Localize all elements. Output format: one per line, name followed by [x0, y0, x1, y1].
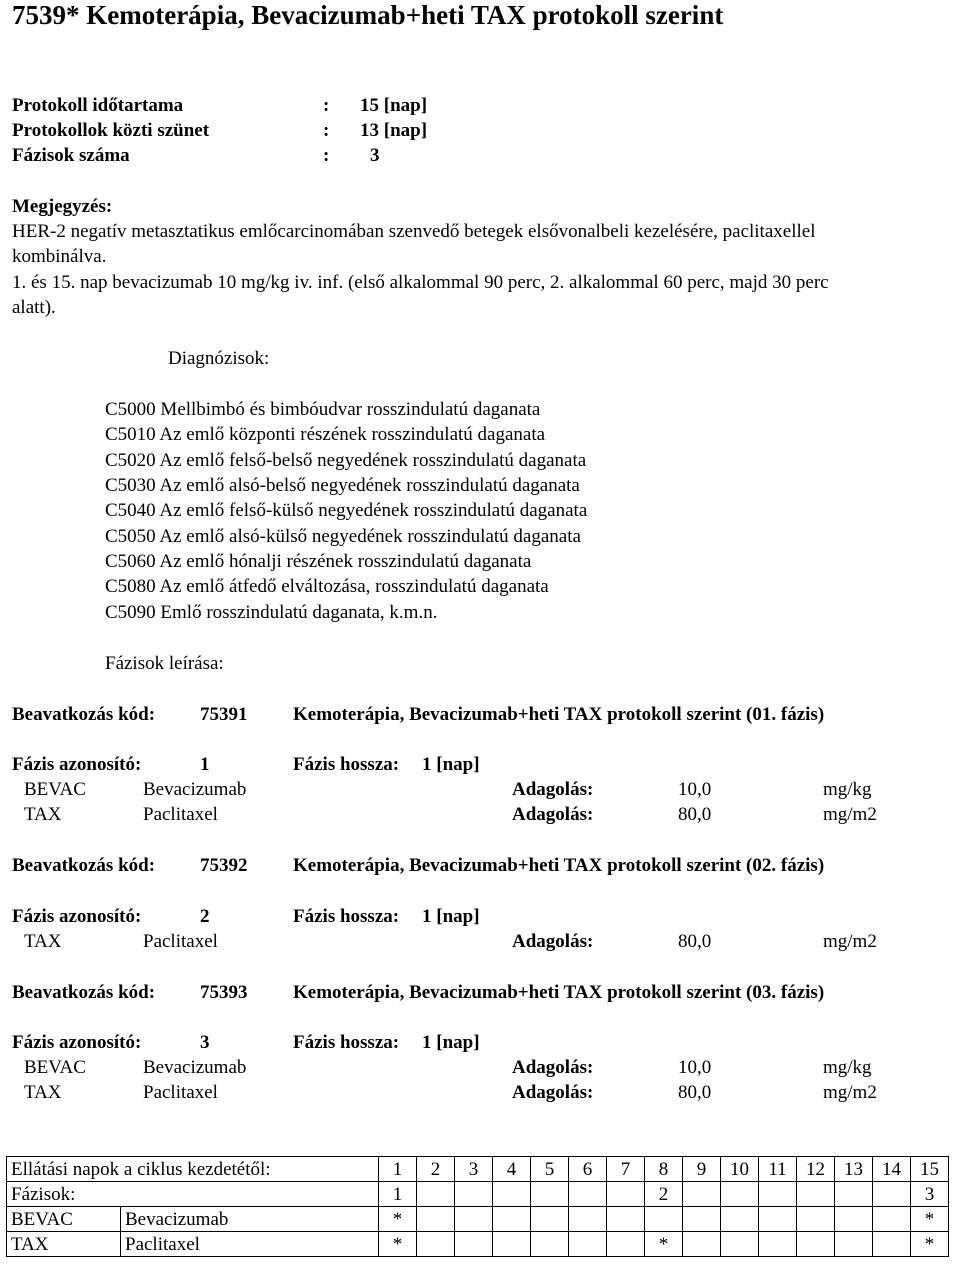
- day-cell: 6: [569, 1157, 607, 1182]
- phase-length-label: Fázis hossza:: [293, 1032, 400, 1053]
- mark-cell: [417, 1232, 455, 1257]
- phase-length: 1 [nap]: [422, 1032, 480, 1053]
- day-cell: 3: [455, 1157, 493, 1182]
- summary-colon: :: [323, 145, 330, 166]
- phases-heading: Fázisok leírása:: [105, 653, 224, 674]
- phase-mark-cell: 1: [379, 1182, 417, 1207]
- table-row: [7, 1207, 949, 1232]
- drug-abbr: TAX: [24, 931, 62, 952]
- summary-value: 15 [nap]: [360, 95, 428, 116]
- day-cell: 8: [645, 1157, 683, 1182]
- drug-dose: 80,0: [678, 804, 712, 825]
- mark-cell: [417, 1207, 455, 1232]
- code-label: Beavatkozás kód:: [12, 982, 156, 1003]
- mark-cell: [835, 1232, 873, 1257]
- table-row: [7, 1232, 949, 1257]
- phase-mark-cell: [721, 1182, 759, 1207]
- phase-code: 75391: [200, 704, 248, 725]
- mark-cell: [759, 1232, 797, 1257]
- cycle-schedule-table: [6, 1156, 949, 1257]
- diagnosis-item: C5020 Az emlő felső-belső negyedének rosszindulatú daganata: [105, 450, 587, 471]
- drug-unit: mg/m2: [823, 931, 877, 952]
- mark-cell: [569, 1232, 607, 1257]
- mark-cell: [531, 1207, 569, 1232]
- phase-mark-cell: [835, 1182, 873, 1207]
- mark-cell: [493, 1207, 531, 1232]
- document-title: 7539* Kemoterápia, Bevacizumab+heti TAX protokoll szerint: [12, 0, 724, 30]
- phase-code: 75392: [200, 855, 248, 876]
- drug-abbr: BEVAC: [24, 779, 86, 800]
- day-cell: 7: [607, 1157, 645, 1182]
- phase-length: 1 [nap]: [422, 906, 480, 927]
- phase-mark-cell: [417, 1182, 455, 1207]
- mark-cell: [569, 1207, 607, 1232]
- summary-label: Fázisok száma: [12, 145, 130, 166]
- mark-cell: [797, 1232, 835, 1257]
- mark-cell: [759, 1207, 797, 1232]
- dosing-label: Adagolás:: [512, 1082, 594, 1103]
- phases-label: Fázisok:: [7, 1182, 379, 1207]
- mark-cell: [645, 1207, 683, 1232]
- mark-cell: [683, 1207, 721, 1232]
- note-line: kombinálva.: [12, 246, 107, 267]
- phase-name: Kemoterápia, Bevacizumab+heti TAX protokoll szerint (02. fázis): [293, 855, 825, 876]
- phase-id: 1: [200, 754, 210, 775]
- note-line: 1. és 15. nap bevacizumab 10 mg/kg iv. inf. (első alkalommal 90 perc, 2. alkalommal 60 perc, majd 30 perc: [12, 272, 829, 293]
- diagnosis-item: C5040 Az emlő felső-külső negyedének rosszindulatú daganata: [105, 500, 588, 521]
- phase-length-label: Fázis hossza:: [293, 906, 400, 927]
- phase-code: 75393: [200, 982, 248, 1003]
- day-cell: 13: [835, 1157, 873, 1182]
- phase-id-label: Fázis azonosító:: [12, 1032, 142, 1053]
- phase-mark-cell: [455, 1182, 493, 1207]
- phase-name: Kemoterápia, Bevacizumab+heti TAX protokoll szerint (03. fázis): [293, 982, 825, 1003]
- summary-label: Protokoll időtartama: [12, 95, 184, 116]
- table-row: [7, 1182, 949, 1207]
- note-line: HER-2 negatív metasztatikus emlőcarcinomában szenvedő betegek elsővonalbeli kezelésére, paclitaxellel: [12, 221, 816, 242]
- code-label: Beavatkozás kód:: [12, 704, 156, 725]
- summary-value: 3: [370, 145, 380, 166]
- mark-cell: *: [911, 1207, 949, 1232]
- mark-cell: [455, 1232, 493, 1257]
- mark-cell: *: [645, 1232, 683, 1257]
- drug-abbr: TAX: [24, 804, 62, 825]
- drug-name-cell: Bevacizumab: [121, 1207, 379, 1232]
- day-cell: 5: [531, 1157, 569, 1182]
- summary-label: Protokollok közti szünet: [12, 120, 210, 141]
- code-label: Beavatkozás kód:: [12, 855, 156, 876]
- day-cell: 11: [759, 1157, 797, 1182]
- days-label: Ellátási napok a ciklus kezdetétől:: [7, 1157, 379, 1182]
- mark-cell: [721, 1232, 759, 1257]
- mark-cell: [531, 1232, 569, 1257]
- phase-mark-cell: [797, 1182, 835, 1207]
- phase-length-label: Fázis hossza:: [293, 754, 400, 775]
- mark-cell: [835, 1207, 873, 1232]
- drug-dose: 10,0: [678, 1057, 712, 1078]
- mark-cell: *: [911, 1232, 949, 1257]
- phase-id: 2: [200, 906, 210, 927]
- drug-dose: 10,0: [678, 779, 712, 800]
- phase-mark-cell: [493, 1182, 531, 1207]
- phase-mark-cell: [531, 1182, 569, 1207]
- drug-name: Bevacizumab: [143, 1057, 247, 1078]
- diagnosis-item: C5010 Az emlő központi részének rosszindulatú daganata: [105, 424, 546, 445]
- drug-dose: 80,0: [678, 931, 712, 952]
- phase-mark-cell: 2: [645, 1182, 683, 1207]
- phase-id-label: Fázis azonosító:: [12, 906, 142, 927]
- diagnosis-item: C5030 Az emlő alsó-belső negyedének rosszindulatú daganata: [105, 475, 580, 496]
- table-row: [7, 1157, 949, 1182]
- phase-mark-cell: [607, 1182, 645, 1207]
- day-cell: 2: [417, 1157, 455, 1182]
- drug-abbr: TAX: [24, 1082, 62, 1103]
- phase-name: Kemoterápia, Bevacizumab+heti TAX protokoll szerint (01. fázis): [293, 704, 825, 725]
- day-cell: 1: [379, 1157, 417, 1182]
- drug-abbr: BEVAC: [24, 1057, 86, 1078]
- phase-length: 1 [nap]: [422, 754, 480, 775]
- diagnosis-item: C5000 Mellbimbó és bimbóudvar rosszindulatú daganata: [105, 399, 541, 420]
- day-cell: 10: [721, 1157, 759, 1182]
- mark-cell: *: [379, 1232, 417, 1257]
- mark-cell: [607, 1207, 645, 1232]
- mark-cell: [455, 1207, 493, 1232]
- drug-name: Bevacizumab: [143, 779, 247, 800]
- summary-colon: :: [323, 120, 330, 141]
- dosing-label: Adagolás:: [512, 1057, 594, 1078]
- drug-name: Paclitaxel: [143, 1082, 218, 1103]
- drug-unit: mg/kg: [823, 779, 872, 800]
- phase-id-label: Fázis azonosító:: [12, 754, 142, 775]
- dosing-label: Adagolás:: [512, 804, 594, 825]
- mark-cell: [873, 1232, 911, 1257]
- drug-dose: 80,0: [678, 1082, 712, 1103]
- drug-name: Paclitaxel: [143, 931, 218, 952]
- mark-cell: [721, 1207, 759, 1232]
- drug-unit: mg/m2: [823, 1082, 877, 1103]
- day-cell: 4: [493, 1157, 531, 1182]
- diagnosis-item: C5060 Az emlő hónalji részének rosszindulatú daganata: [105, 551, 532, 572]
- summary-colon: :: [323, 95, 330, 116]
- mark-cell: *: [379, 1207, 417, 1232]
- mark-cell: [873, 1207, 911, 1232]
- drug-unit: mg/m2: [823, 804, 877, 825]
- diagnosis-item: C5080 Az emlő átfedő elváltozása, rosszindulatú daganata: [105, 576, 549, 597]
- day-cell: 14: [873, 1157, 911, 1182]
- phase-mark-cell: 3: [911, 1182, 949, 1207]
- note-heading: Megjegyzés:: [12, 196, 113, 217]
- diagnosis-item: C5090 Emlő rosszindulatú daganata, k.m.n.: [105, 602, 438, 623]
- diagnosis-item: C5050 Az emlő alsó-külső negyedének rosszindulatú daganata: [105, 526, 581, 547]
- mark-cell: [683, 1232, 721, 1257]
- day-cell: 12: [797, 1157, 835, 1182]
- mark-cell: [607, 1232, 645, 1257]
- dosing-label: Adagolás:: [512, 931, 594, 952]
- dosing-label: Adagolás:: [512, 779, 594, 800]
- drug-name-cell: Paclitaxel: [121, 1232, 379, 1257]
- mark-cell: [797, 1207, 835, 1232]
- summary-value: 13 [nap]: [360, 120, 428, 141]
- phase-mark-cell: [683, 1182, 721, 1207]
- drug-abbr-cell: TAX: [7, 1232, 121, 1257]
- phase-mark-cell: [569, 1182, 607, 1207]
- drug-name: Paclitaxel: [143, 804, 218, 825]
- phase-mark-cell: [873, 1182, 911, 1207]
- mark-cell: [493, 1232, 531, 1257]
- note-line: alatt).: [12, 297, 56, 318]
- drug-abbr-cell: BEVAC: [7, 1207, 121, 1232]
- phase-mark-cell: [759, 1182, 797, 1207]
- day-cell: 9: [683, 1157, 721, 1182]
- day-cell: 15: [911, 1157, 949, 1182]
- phase-id: 3: [200, 1032, 210, 1053]
- diagnoses-heading: Diagnózisok:: [168, 348, 270, 369]
- drug-unit: mg/kg: [823, 1057, 872, 1078]
